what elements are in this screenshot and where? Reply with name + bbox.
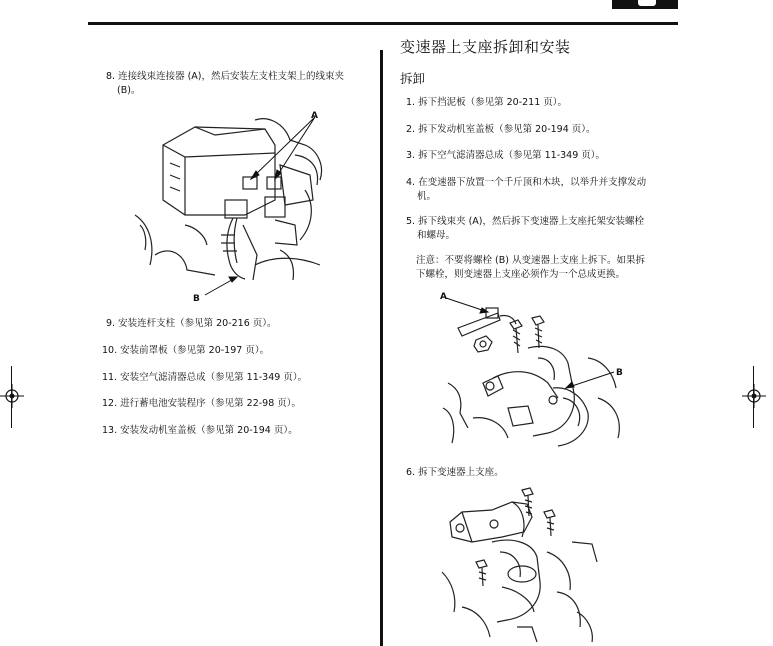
- caution-note-line-1: 注意：不要将螺栓 (B) 从变速器上支座上拆下。如果拆: [416, 255, 645, 266]
- header-tab-notch: [638, 0, 656, 6]
- right-step-4: 4. 在变速器下放置一个千斤顶和木块，以举升并支撑发动: [406, 177, 647, 188]
- right-step-3: 3. 拆下空气滤清器总成（参见第 11-349 页）。: [406, 150, 606, 161]
- section-heading: 拆卸: [400, 71, 426, 86]
- registration-mark-icon: [742, 384, 766, 408]
- right-step-4-cont: 机。: [417, 191, 437, 202]
- harness-connector-figure: [125, 105, 335, 305]
- left-step-10: 10. 安装前罩板（参见第 20-197 页）。: [102, 345, 270, 356]
- registration-line-right: [753, 366, 754, 428]
- header-rule: [88, 22, 678, 25]
- fig2-label-b: B: [616, 368, 623, 378]
- mount-bracket-figure: [438, 288, 638, 453]
- registration-mark-icon: [0, 384, 24, 408]
- right-step-6: 6. 拆下变速器上支座。: [406, 467, 504, 478]
- fig2-label-a: A: [440, 292, 447, 302]
- fig1-label-b: B: [193, 294, 200, 304]
- right-step-2: 2. 拆下发动机室盖板（参见第 20-194 页）。: [406, 124, 596, 135]
- left-step-11: 11. 安装空气滤清器总成（参见第 11-349 页）。: [102, 372, 308, 383]
- left-step-8-cont: (B)。: [117, 85, 141, 96]
- left-step-13: 13. 安装发动机室盖板（参见第 20-194 页）。: [102, 425, 298, 436]
- page-title: 变速器上支座拆卸和安装: [400, 38, 571, 56]
- right-step-5-cont: 和螺母。: [417, 230, 456, 241]
- transmission-mount-figure: [432, 482, 607, 644]
- fig1-label-a: A: [311, 111, 318, 121]
- registration-line-left: [11, 366, 12, 428]
- left-step-8: 8. 连接线束连接器 (A)，然后安装左支柱支架上的线束夹: [106, 71, 345, 82]
- right-step-5: 5. 拆下线束夹 (A)，然后拆下变速器上支座托架安装螺栓: [406, 216, 645, 227]
- right-step-1: 1. 拆下挡泥板（参见第 20-211 页）。: [406, 97, 568, 108]
- left-step-12: 12. 进行蓄电池安装程序（参见第 22-98 页）。: [102, 398, 302, 409]
- caution-note-line-2: 下螺栓，则变速器上支座必须作为一个总成更换。: [416, 269, 626, 280]
- left-step-9: 9. 安装连杆支柱（参见第 20-216 页）。: [106, 318, 277, 329]
- column-divider: [380, 50, 383, 646]
